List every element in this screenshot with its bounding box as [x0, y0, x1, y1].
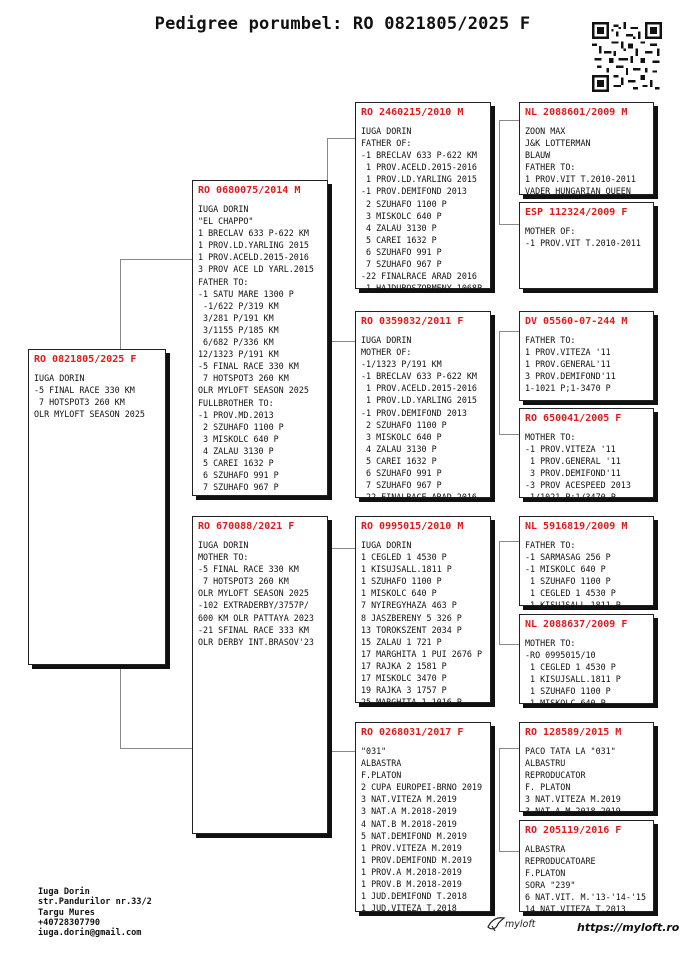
pigeon-card-ggf-2 — [519, 311, 654, 401]
connector-line — [120, 259, 192, 260]
pigeon-card-mother — [192, 516, 328, 834]
pigeon-card-ggf-3 — [519, 516, 654, 611]
connector-line — [327, 341, 355, 342]
connector-line — [499, 331, 519, 332]
website-link[interactable]: https://myloft.ro — [577, 921, 680, 934]
connector-line — [327, 138, 355, 139]
ring-number: RO 670088/2021 F — [198, 521, 295, 532]
ring-number: NL 2088637/2009 F — [525, 619, 628, 630]
pigeon-card-ggm-3 — [519, 614, 654, 709]
connector-line — [499, 224, 519, 225]
ring-number: RO 0821805/2025 F — [34, 354, 137, 365]
pigeon-logo-icon — [486, 915, 506, 933]
owner-address: Iuga Dorin str.Pandurilor nr.33/2 Targu Mures +40728307790 iuga.dorin@gmail.com — [38, 887, 152, 939]
pigeon-card-ggf-4 — [519, 722, 654, 817]
pigeon-card-maternal-grandfather — [355, 516, 491, 708]
pigeon-card-paternal-grandmother — [355, 311, 491, 503]
connector-line — [499, 331, 500, 435]
pigeon-card-ggm-1 — [519, 202, 654, 289]
card-details: FATHER TO: -1 SARMASAG 256 P -1 MISKOLC 640 P 1 SZUHAFO 1100 P 1 CEGLED 1 4530 P 1 KISUJSALL.1811 P — [525, 540, 621, 611]
ring-number: RO 0268031/2017 F — [361, 727, 464, 738]
ring-number: RO 0359832/2011 F — [361, 316, 464, 327]
connector-line — [499, 851, 519, 852]
connector-line — [499, 434, 519, 435]
pigeon-card-maternal-grandmother — [355, 722, 491, 912]
card-details: FATHER TO: 1 PROV.VITEZA '11 1 PROV.GENERAL'11 3 PROV.DEMIFOND'11 1-1021 P;1-3470 P — [525, 335, 616, 394]
ring-number: RO 0680075/2014 M — [198, 185, 301, 196]
pigeon-card-ggm-4 — [519, 820, 654, 915]
pigeon-card-ggf-1 — [519, 102, 654, 195]
connector-line — [499, 120, 500, 224]
pigeon-card-paternal-grandfather — [355, 102, 491, 294]
qr-code-icon — [592, 22, 662, 92]
connector-line — [327, 548, 355, 549]
pigeon-card-subject — [28, 349, 166, 665]
ring-number: RO 205119/2016 F — [525, 825, 622, 836]
card-details: IUGA DORIN 1 CEGLED 1 4530 P 1 KISUJSALL.1811 P 1 SZUHAFO 1100 P 1 MISKOLC 640 P 7 NYIREGYHAZA 463 P 8 JASZBERENY 5 326 P 13 TOROKSZENT 2034 P 15 ZALAU 1 721 P 17 MARGHITA 1 PUI 2676 P 17 RAJKA 2 1581 P 17 MISKOLC 3470 P 19 RAJKA 3 1757 P 25 MARGHITA 1 1016 P — [361, 540, 483, 708]
pigeon-card-father — [192, 180, 328, 496]
card-details: MOTHER OF: -1 PROV.VIT T.2010-2011 — [525, 226, 641, 249]
connector-line — [120, 748, 192, 749]
ring-number: NL 5916819/2009 M — [525, 521, 628, 532]
connector-line — [499, 644, 519, 645]
ring-number: RO 0995015/2010 M — [361, 521, 464, 532]
pigeon-card-ggm-2 — [519, 408, 654, 503]
connector-line — [499, 541, 500, 645]
card-details: IUGA DORIN "EL CHAPPO" 1 BRECLAV 633 P-622 KM 1 PROV.LD.YARLING 2015 1 PROV.ACELD.2015-2016 3 PROV ACE LD YARL.2015 FATHER TO: -1 SATU MARE 1300 P -1/622 P/319 KM 3/281 P/191 KM 3/1155 P/185 KM 6/682 P/336 KM 12/1323 P/191 KM -5 FINAL RACE 330 KM 7 HOTSPOT3 260 KM OLR MYLOFT SEASON 2025 FULLBROTHER TO: -1 PROV.MD.2013 2 SZUHAFO 1100 P 3 MISKOLC 640 P 4 ZALAU 3130 P 5 CAREI 1632 P 6 SZUHAFO 991 P 7 SZUHAFO 967 P — [198, 204, 314, 493]
card-details: IUGA DORIN FATHER OF: -1 BRECLAV 633 P-622 KM 1 PROV.ACELD.2015-2016 1 PROV.LD.YARLING 2015 -1 PROV.DEMIFOND 2013 2 SZUHAFO 1100 P 3 MISKOLC 640 P 4 ZALAU 3130 P 5 CAREI 1632 P 6 SZUHAFO 991 P 7 SZUHAFO 967 P -22 FINALRACE ARAD 2016 1 HAJDUBOSZORMENY 1068P — [361, 126, 483, 294]
card-details: MOTHER TO: -1 PROV.VITEZA '11 1 PROV.GENERAL '11 3 PROV.DEMIFOND'11 -3 PROV ACESPEED 2013 1/1021 P;1/3470 P — [525, 432, 631, 503]
card-details: IUGA DORIN -5 FINAL RACE 330 KM 7 HOTSPOT3 260 KM OLR MYLOFT SEASON 2025 — [34, 373, 145, 420]
card-details: IUGA DORIN MOTHER OF: -1/1323 P/191 KM -1 BRECLAV 633 P-622 KM 1 PROV.ACELD.2015-2016 1 PROV.LD.YARLING 2015 -1 PROV.DEMIFOND 2013 2 SZUHAFO 1100 P 3 MISKOLC 640 P 4 ZALAU 3130 P 5 CAREI 1632 P 6 SZUHAFO 991 P 7 SZUHAFO 967 P -22 FINALRACE ARAD 2016 — [361, 335, 477, 503]
connector-line — [327, 751, 355, 752]
card-details: ALBASTRA REPRODUCATOARE F.PLATON SORA "239" 6 NAT.VIT. M.'13-'14-'15 14 NAT.VITEZA T.2013 — [525, 844, 647, 915]
connector-line — [499, 748, 500, 852]
ring-number: RO 2460215/2010 M — [361, 107, 464, 118]
brand-name: myloft — [505, 919, 536, 930]
ring-number: DV 05560-07-244 M — [525, 316, 628, 327]
connector-line — [499, 748, 519, 749]
ring-number: NL 2088601/2009 M — [525, 107, 628, 118]
card-details: "031" ALBASTRA F.PLATON 2 CUPA EUROPEI-BRNO 2019 3 NAT.VITEZA M.2019 3 NAT.A M.2018-2019 4 NAT.B M.2018-2019 5 NAT.DEMIFOND M.2019 1 PROV.VITEZA M.2019 1 PROV.DEMIFOND M.2019 1 PROV.A M.2018-2019 1 PROV.B M.2018-2019 1 JUD.DEMIFOND T.2018 1 JUD.VITEZA T.2018 — [361, 746, 483, 914]
ring-number: RO 128589/2015 M — [525, 727, 622, 738]
connector-line — [499, 541, 519, 542]
connector-line — [499, 120, 519, 121]
ring-number: RO 650041/2005 F — [525, 413, 622, 424]
card-details: IUGA DORIN MOTHER TO: -5 FINAL RACE 330 KM 7 HOTSPOT3 260 KM OLR MYLOFT SEASON 2025 -102 EXTRADERBY/3757P/ 600 KM OLR PATTAYA 2023 -21 SFINAL RACE 333 KM OLR DERBY INT.BRASOV'23 — [198, 540, 314, 647]
card-details: ZOON MAX J&K LOTTERMAN BLAUW FATHER TO: 1 PROV.VIT T.2010-2011 VADER HUNGARIAN QUEEN — [525, 126, 636, 197]
card-details: PACO TATA LA "031" ALBASTRU REPRODUCATOR F. PLATON 3 NAT.VITEZA M.2019 3 NAT.A M.2018-2019 — [525, 746, 621, 817]
card-details: MOTHER TO: -RO 0995015/10 1 CEGLED 1 4530 P 1 KISUJSALL.1811 P 1 SZUHAFO 1100 P 1 MISKOLC 640 P — [525, 638, 621, 709]
ring-number: ESP 112324/2009 F — [525, 207, 628, 218]
page-title: Pedigree porumbel: RO 0821805/2025 F — [154, 14, 531, 34]
